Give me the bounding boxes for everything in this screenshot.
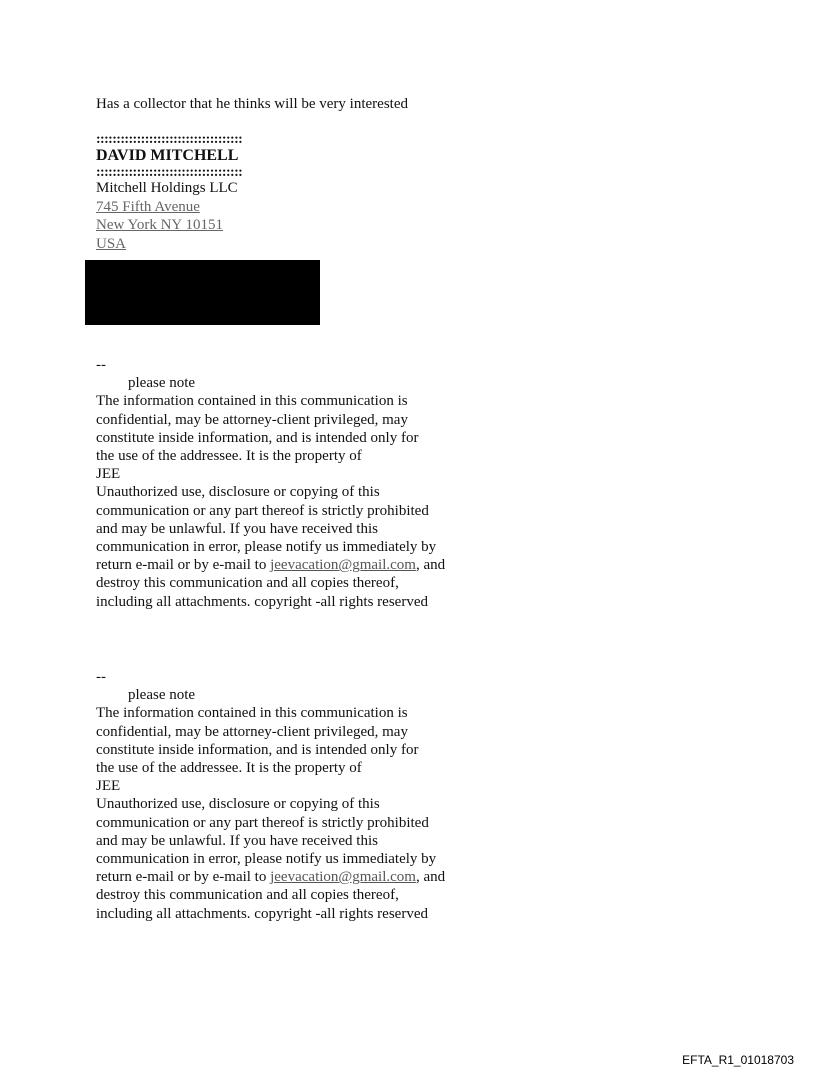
notice-line: and may be unlawful. If you have received this bbox=[96, 832, 378, 849]
email-prefix: return e-mail or by e-mail to bbox=[96, 557, 271, 574]
notice-line: confidential, may be attorney-client privileged, may bbox=[96, 411, 408, 428]
notice-line: communication in error, please notify us immediately by bbox=[96, 539, 437, 556]
signature-company: Mitchell Holdings LLC bbox=[96, 180, 238, 196]
document-id: EFTA_R1_01018703 bbox=[682, 1053, 794, 1067]
notice-line: communication or any part thereof is strictly prohibited bbox=[96, 502, 429, 519]
signature-block bbox=[96, 133, 242, 253]
notice-line: JEE bbox=[96, 778, 121, 795]
address-line-1-link[interactable]: 745 Fifth Avenue bbox=[96, 198, 200, 215]
notice-email-line bbox=[96, 868, 445, 886]
signature-divider-bottom: :::::::::::::::::::::::::::::::::::: bbox=[96, 166, 243, 179]
notice-line: The information contained in this communication is bbox=[96, 393, 408, 410]
notice-line: destroy this communication and all copies thereof, bbox=[96, 887, 399, 904]
signature-divider-top: :::::::::::::::::::::::::::::::::::: bbox=[96, 133, 243, 146]
email-link[interactable]: jeevacation@gmail.com bbox=[270, 557, 416, 574]
notice-line: destroy this communication and all copies thereof, bbox=[96, 575, 399, 592]
signature-name: DAVID MITCHELL bbox=[96, 147, 239, 164]
notice-line: the use of the addressee. It is the property of bbox=[96, 760, 362, 777]
email-link[interactable]: jeevacation@gmail.com bbox=[270, 869, 416, 886]
notice-line: communication in error, please notify us immediately by bbox=[96, 851, 437, 868]
notice-line: JEE bbox=[96, 466, 121, 483]
notice-line: The information contained in this communication is bbox=[96, 705, 408, 722]
notice-email-line bbox=[96, 556, 445, 574]
notice-line: including all attachments. copyright -all rights reserved bbox=[96, 905, 428, 922]
redaction-block bbox=[85, 260, 320, 325]
notice-line: and may be unlawful. If you have received this bbox=[96, 520, 378, 537]
notice-line: communication or any part thereof is strictly prohibited bbox=[96, 814, 429, 831]
notice-heading: please note bbox=[128, 687, 196, 704]
notice-separator: -- bbox=[96, 669, 106, 685]
notice-line: Unauthorized use, disclosure or copying of this bbox=[96, 484, 380, 501]
notice-separator: -- bbox=[96, 357, 106, 373]
notice-line: constitute inside information, and is intended only for bbox=[96, 741, 419, 758]
confidentiality-notice-2 bbox=[96, 668, 445, 923]
intro-text: Has a collector that he thinks will be very interested bbox=[96, 96, 408, 112]
email-suffix: , and bbox=[415, 557, 446, 574]
address-line-2-link[interactable]: New York NY 10151 bbox=[96, 217, 223, 234]
notice-line: Unauthorized use, disclosure or copying of this bbox=[96, 796, 380, 813]
notice-heading: please note bbox=[128, 375, 196, 392]
notice-line: the use of the addressee. It is the property of bbox=[96, 448, 362, 465]
notice-line: constitute inside information, and is intended only for bbox=[96, 429, 419, 446]
address-country-link[interactable]: USA bbox=[96, 235, 127, 252]
email-suffix: , and bbox=[415, 869, 446, 886]
notice-line: confidential, may be attorney-client privileged, may bbox=[96, 723, 408, 740]
email-prefix: return e-mail or by e-mail to bbox=[96, 869, 271, 886]
notice-line: including all attachments. copyright -all rights reserved bbox=[96, 593, 428, 610]
confidentiality-notice-1 bbox=[96, 356, 445, 611]
